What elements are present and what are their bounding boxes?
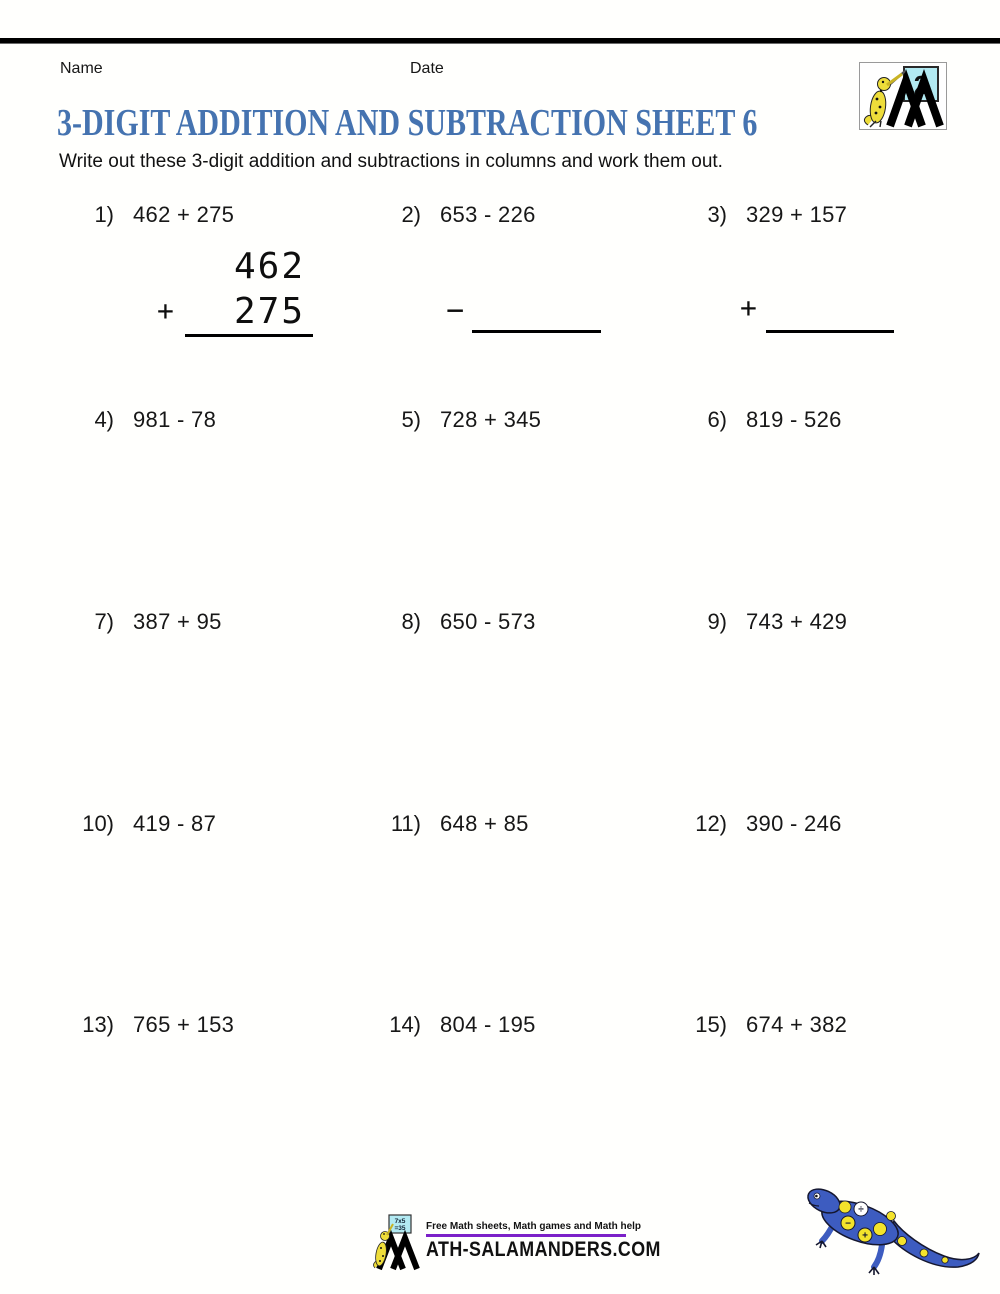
grade-2-logo bbox=[859, 62, 947, 130]
divide-symbol-spot: ÷ bbox=[858, 1204, 864, 1216]
worked-example-operator: + bbox=[157, 294, 174, 327]
problem-12 bbox=[677, 811, 842, 837]
problem-expression: 765 + 153 bbox=[133, 1012, 235, 1037]
problem-number: 7) bbox=[94, 609, 114, 634]
instruction-text: Write out these 3-digit addition and subtractions in columns and work them out. bbox=[59, 151, 723, 172]
footer-logo bbox=[372, 1214, 702, 1272]
svg-text:=35: =35 bbox=[394, 1225, 406, 1232]
problem-6 bbox=[677, 407, 842, 433]
problem-number: 5) bbox=[401, 407, 421, 432]
problem-expression: 387 + 95 bbox=[133, 609, 222, 634]
footer-site-text: ATH-SALAMANDERS.COM bbox=[426, 1238, 661, 1261]
plus-symbol-spot: + bbox=[862, 1230, 868, 1242]
page-title: 3-DIGIT ADDITION AND SUBTRACTION SHEET 6 bbox=[57, 102, 758, 144]
answer-line bbox=[185, 334, 313, 337]
problem-8 bbox=[371, 609, 536, 635]
problem-number: 8) bbox=[401, 609, 421, 634]
problem-number: 3) bbox=[707, 202, 727, 227]
date-label: Date bbox=[410, 60, 444, 77]
salamander-logo-icon bbox=[860, 63, 946, 129]
problem-2 bbox=[371, 202, 536, 228]
problem-14 bbox=[371, 1012, 536, 1038]
problem-number: 10) bbox=[82, 811, 114, 836]
problem-expression: 728 + 345 bbox=[440, 407, 542, 432]
problem-number: 12) bbox=[695, 811, 727, 836]
problem-1 bbox=[64, 202, 234, 228]
problem-number: 9) bbox=[707, 609, 727, 634]
problem-number: 1) bbox=[94, 202, 114, 227]
top-border-line bbox=[0, 38, 1000, 44]
problem-number: 4) bbox=[94, 407, 114, 432]
problem-7 bbox=[64, 609, 222, 635]
blue-salamander-icon bbox=[798, 1183, 988, 1289]
minus-symbol-spot: − bbox=[845, 1218, 851, 1230]
svg-text:7x5: 7x5 bbox=[394, 1218, 406, 1225]
problem-5 bbox=[371, 407, 541, 433]
problem-expression: 981 - 78 bbox=[133, 407, 217, 432]
footer-salamander-logo-icon bbox=[372, 1214, 420, 1272]
problem-3 bbox=[677, 202, 847, 228]
worked-example-top-number: 462 bbox=[234, 246, 306, 287]
problem-expression: 819 - 526 bbox=[746, 407, 842, 432]
problem-expression: 804 - 195 bbox=[440, 1012, 536, 1037]
problem-number: 6) bbox=[707, 407, 727, 432]
problem-expression: 743 + 429 bbox=[746, 609, 848, 634]
problem-expression: 650 - 573 bbox=[440, 609, 536, 634]
blank-operator: + bbox=[740, 291, 757, 324]
problem-10 bbox=[64, 811, 216, 837]
problem-11 bbox=[371, 811, 529, 837]
worked-example-bottom-number: 275 bbox=[234, 291, 306, 332]
problem-4 bbox=[64, 407, 216, 433]
problem-number: 2) bbox=[401, 202, 421, 227]
footer-tagline: Free Math sheets, Math games and Math help bbox=[426, 1221, 642, 1232]
problem-expression: 390 - 246 bbox=[746, 811, 842, 836]
name-label: Name bbox=[60, 60, 103, 77]
problem-number: 14) bbox=[389, 1012, 421, 1037]
problem-number: 11) bbox=[390, 811, 421, 836]
blank-operator: − bbox=[446, 293, 465, 328]
grade-badge: 2 bbox=[913, 70, 929, 100]
problem-expression: 329 + 157 bbox=[746, 202, 848, 227]
problem-expression: 648 + 85 bbox=[440, 811, 529, 836]
footer-purple-rule bbox=[426, 1234, 626, 1237]
answer-line bbox=[766, 330, 894, 333]
problem-number: 13) bbox=[82, 1012, 114, 1037]
problem-expression: 419 - 87 bbox=[133, 811, 217, 836]
problem-13 bbox=[64, 1012, 234, 1038]
answer-line bbox=[472, 330, 601, 333]
problem-expression: 674 + 382 bbox=[746, 1012, 848, 1037]
problem-15 bbox=[677, 1012, 847, 1038]
problem-9 bbox=[677, 609, 847, 635]
problem-expression: 462 + 275 bbox=[133, 202, 235, 227]
problem-number: 15) bbox=[695, 1012, 727, 1037]
blue-salamander-mascot bbox=[798, 1183, 988, 1294]
problem-expression: 653 - 226 bbox=[440, 202, 536, 227]
